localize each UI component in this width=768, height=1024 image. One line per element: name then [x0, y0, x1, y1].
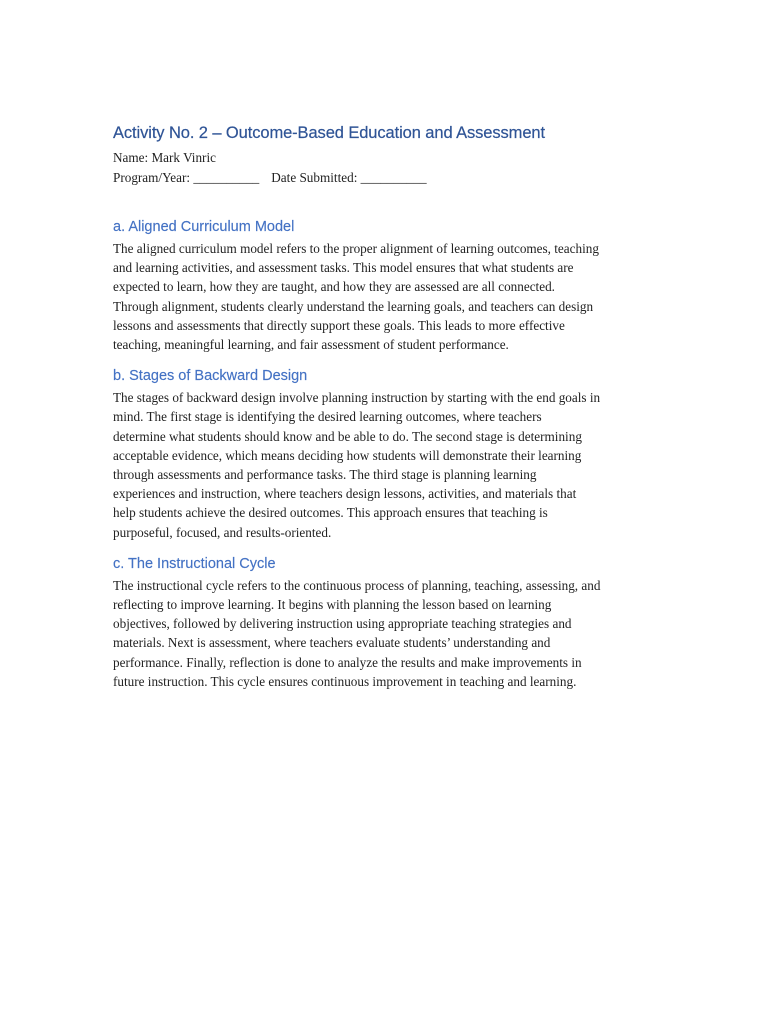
section-body-aligned-curriculum — [113, 239, 658, 354]
paragraph-line: The stages of backward design involve planning instruction by starting with the end goals in — [113, 390, 601, 406]
document-page — [113, 124, 658, 691]
paragraph-line: lessons and assessments that directly support these goals. This leads to more effective — [113, 317, 565, 333]
paragraph-line: help students achieve the desired outcomes. This approach ensures that teaching is — [113, 505, 548, 521]
paragraph-line: performance. Finally, reflection is done to analyze the results and make improvements in — [113, 654, 582, 670]
name-line: Name: Mark Vinric — [113, 150, 216, 165]
section-body-instructional-cycle — [113, 576, 658, 691]
paragraph-line: determine what students should know and be able to do. The second stage is determining — [113, 428, 582, 444]
paragraph-line: purposeful, focused, and results-oriented. — [113, 524, 332, 540]
paragraph-line: acceptable evidence, which means deciding how students will demonstrate their learning — [113, 447, 582, 463]
paragraph-line: objectives, followed by delivering instruction using appropriate teaching strategies and — [113, 616, 572, 632]
program-date-line — [113, 168, 658, 188]
document-title: Activity No. 2 – Outcome-Based Education and Assessment — [113, 124, 545, 142]
paragraph-line: The aligned curriculum model refers to the proper alignment of learning outcomes, teaching — [113, 241, 599, 256]
paragraph-line: teaching, meaningful learning, and fair assessment of student performance. — [113, 337, 509, 353]
section-body-backward-design — [113, 388, 658, 542]
paragraph-line: experiences and instruction, where teachers design lessons, activities, and materials that — [113, 486, 577, 502]
paragraph-line: future instruction. This cycle ensures continuous improvement in teaching and learning. — [113, 673, 577, 689]
paragraph-line: mind. The first stage is identifying the desired learning outcomes, where teachers — [113, 409, 542, 425]
section-heading-aligned-curriculum: a. Aligned Curriculum Model — [113, 219, 295, 235]
paragraph-line: through assessments and performance tasks. The third stage is planning learning — [113, 467, 537, 483]
section-heading-instructional-cycle: c. The Instructional Cycle — [113, 555, 276, 572]
paragraph-line: reflecting to improve learning. It begins with planning the lesson based on learning — [113, 597, 552, 613]
paragraph-line: materials. Next is assessment, where teachers evaluate students’ understanding and — [113, 635, 551, 651]
paragraph-line: Through alignment, students clearly understand the learning goals, and teachers can design — [113, 298, 594, 314]
program-year-field: Program/Year: __________ — [113, 169, 260, 185]
section-heading-backward-design: b. Stages of Backward Design — [113, 368, 308, 385]
paragraph-line: and learning activities, and assessment tasks. This model ensures that what students are — [113, 260, 574, 276]
paragraph-line: expected to learn, how they are taught, and how they are assessed are all connected. — [113, 279, 555, 295]
date-submitted-field: Date Submitted: __________ — [271, 169, 427, 185]
paragraph-line: The instructional cycle refers to the continuous process of planning, teaching, assessing, and — [113, 577, 601, 593]
